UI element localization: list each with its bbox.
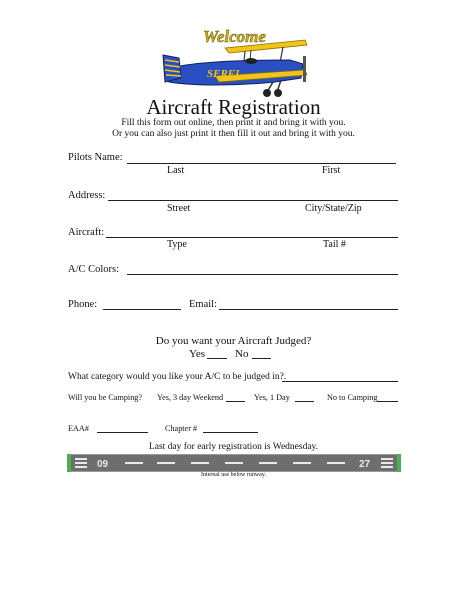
eaa-field[interactable]: [97, 432, 148, 433]
colors-label: A/C Colors:: [68, 264, 120, 275]
pilot-name-label: Pilots Name:: [68, 152, 123, 163]
camping-1day-field[interactable]: [295, 401, 314, 402]
address-field[interactable]: [108, 200, 398, 201]
instruction-line-1: Fill this form out online, then print it and bring it with you.: [121, 118, 346, 128]
aircraft-label: Aircraft:: [68, 227, 105, 238]
camping-no-field[interactable]: [377, 401, 398, 402]
camping-3day-field[interactable]: [226, 401, 245, 402]
judged-yes-label: Yes: [189, 348, 206, 360]
logo-welcome-text: Welcome: [203, 27, 266, 46]
page-title: Aircraft Registration: [146, 95, 321, 119]
address-city-caption: City/State/Zip: [305, 203, 362, 214]
pilot-first-caption: First: [322, 165, 341, 176]
category-question: What category would you like your A/C to be judged in?.: [68, 372, 287, 382]
judged-question: Do you want your Aircraft Judged?: [155, 335, 312, 347]
camping-1day-label: Yes, 1 Day: [254, 393, 290, 402]
email-label: Email:: [189, 299, 217, 310]
aircraft-field[interactable]: [106, 237, 398, 238]
colors-field[interactable]: [127, 274, 398, 275]
runway-divider: [67, 454, 401, 472]
deadline-note: Last day for early registration is Wednesday.: [148, 442, 319, 452]
camping-no-label: No to Camping: [327, 393, 378, 402]
plane-serfi-text: SERFI: [207, 68, 240, 80]
eaa-label: EAA#: [68, 424, 89, 433]
address-street-caption: Street: [167, 203, 191, 214]
camping-3day-label: Yes, 3 day Weekend: [157, 393, 224, 402]
phone-label: Phone:: [68, 299, 98, 310]
welcome-biplane-logo: [155, 20, 315, 98]
address-label: Address:: [68, 190, 106, 201]
judged-no-field[interactable]: [252, 358, 271, 359]
internal-use-note: Internal use below runway.: [201, 472, 266, 478]
aircraft-type-caption: Type: [167, 239, 187, 250]
email-field[interactable]: [219, 309, 398, 310]
judged-yes-field[interactable]: [207, 358, 227, 359]
runway-number-left: 09: [97, 459, 109, 470]
category-field[interactable]: [282, 381, 398, 382]
aircraft-tail-caption: Tail #: [323, 239, 346, 250]
pilot-last-caption: Last: [167, 165, 185, 176]
chapter-label: Chapter #: [165, 424, 198, 433]
pilot-name-field[interactable]: [127, 163, 396, 164]
chapter-field[interactable]: [203, 432, 258, 433]
instruction-line-2: Or you can also just print it then fill it out and bring it with you.: [112, 129, 355, 139]
camping-question: Will you be Camping?: [68, 393, 143, 402]
judged-no-label: No: [235, 348, 249, 360]
phone-field[interactable]: [103, 309, 181, 310]
runway-number-right: 27: [359, 459, 371, 470]
